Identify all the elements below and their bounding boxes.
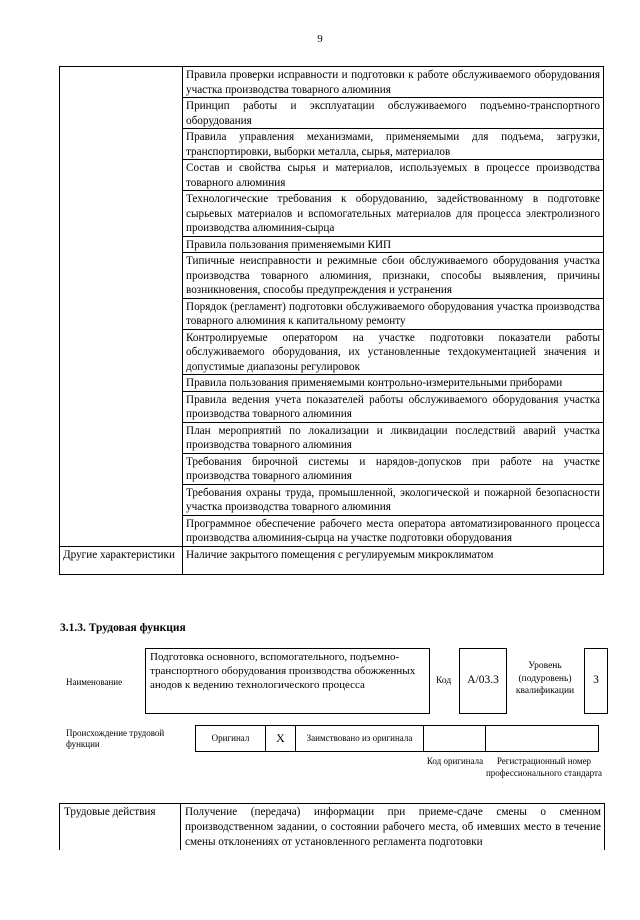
origin-label: Происхождение трудовой функции — [66, 728, 165, 749]
reg-number-cell — [486, 726, 598, 751]
requirement-item: Принцип работы и эксплуатации обслуживаемого подъемно-транспортного оборудования — [183, 98, 604, 129]
section-title: 3.1.3. Трудовая функция — [60, 622, 186, 634]
name-label: Наименование — [66, 677, 123, 687]
level-label: Уровень (подуровень) квалификации — [515, 661, 575, 696]
requirements-label-cell — [60, 67, 183, 547]
code-original-cell — [424, 726, 486, 751]
original-mark-cell: X — [266, 726, 296, 751]
level-value-box: 3 — [584, 648, 608, 714]
requirement-item: Состав и свойства сырья и материалов, используемых в процессе производства товарного алюминия — [183, 160, 604, 191]
requirement-item: План мероприятий по локализации и ликвидации последствий аварий участка производства товарного алюминия — [183, 422, 604, 453]
other-characteristics-value: Наличие закрытого помещения с регулируемым микроклиматом — [183, 546, 604, 574]
requirement-item: Правила управления механизмами, применяемыми для подъема, загрузки, транспортировки, выборки металла, сырья, материалов — [183, 129, 604, 160]
requirement-item: Требования охраны труда, промышленной, экологической и пожарной безопасности участка производства товарного алюминия — [183, 484, 604, 515]
requirement-item: Контролируемые оператором на участке подготовки показатели работы обслуживаемого оборудования, их установленные техдокументацией значения и допустимые диапазоны регулировок — [183, 329, 604, 375]
table-row — [60, 804, 605, 851]
borrowed-label-cell: Заимствовано из оригинала — [296, 726, 424, 751]
actions-table — [59, 803, 605, 850]
code-value-box: А/03.3 — [459, 648, 507, 714]
requirements-table — [59, 66, 604, 575]
actions-label: Трудовые действия — [60, 804, 181, 851]
requirement-item: Программное обеспечение рабочего места оператора автоматизированного процесса производства алюминия-сырца на участке подготовки оборудования — [183, 515, 604, 546]
requirement-item: Технологические требования к оборудованию, задействованному в подготовке сырьевых материалов и вспомогательных материалов для процесса электролизного производства алюминия-сырца — [183, 191, 604, 237]
original-label-cell: Оригинал — [196, 726, 266, 751]
code-original-caption: Код оригинала — [426, 756, 484, 766]
function-name-box: Подготовка основного, вспомогательного, подъемно-транспортного оборудования производства обожженных анодов к ведению технологического процесса — [145, 648, 430, 714]
code-label: Код — [436, 676, 452, 686]
table-row — [60, 546, 604, 574]
table-row — [60, 67, 604, 98]
requirement-item: Правила пользования применяемыми контрольно-измерительными приборами — [183, 375, 604, 392]
requirement-item: Правила проверки исправности и подготовки к работе обслуживаемого оборудования участка производства товарного алюминия — [183, 67, 604, 98]
actions-value: Получение (передача) информации при приеме-сдаче смены о сменном производственном задании, о состоянии рабочего места, об имевших место в течение смены отклонениях от установленного регламента подготовки — [181, 804, 605, 851]
requirement-item: Требования бирочной системы и нарядов-допусков при работе на участке производства товарного алюминия — [183, 453, 604, 484]
requirement-item: Порядок (регламент) подготовки обслуживаемого оборудования участка производства товарного алюминия к капитальному ремонту — [183, 298, 604, 329]
reg-number-caption: Регистрационный номер профессионального стандарта — [485, 756, 603, 778]
page-number: 9 — [317, 33, 323, 45]
requirement-item: Правила пользования применяемыми КИП — [183, 236, 604, 253]
requirement-item: Типичные неисправности и режимные сбои обслуживаемого оборудования участка производства товарного алюминия, признаки, способы выявления, причины возникновения, способы предупреждения и устранения — [183, 253, 604, 299]
origin-row — [195, 725, 599, 752]
other-characteristics-label: Другие характеристики — [60, 546, 183, 574]
requirement-item: Правила ведения учета показателей работы обслуживаемого оборудования участка производства товарного алюминия — [183, 391, 604, 422]
